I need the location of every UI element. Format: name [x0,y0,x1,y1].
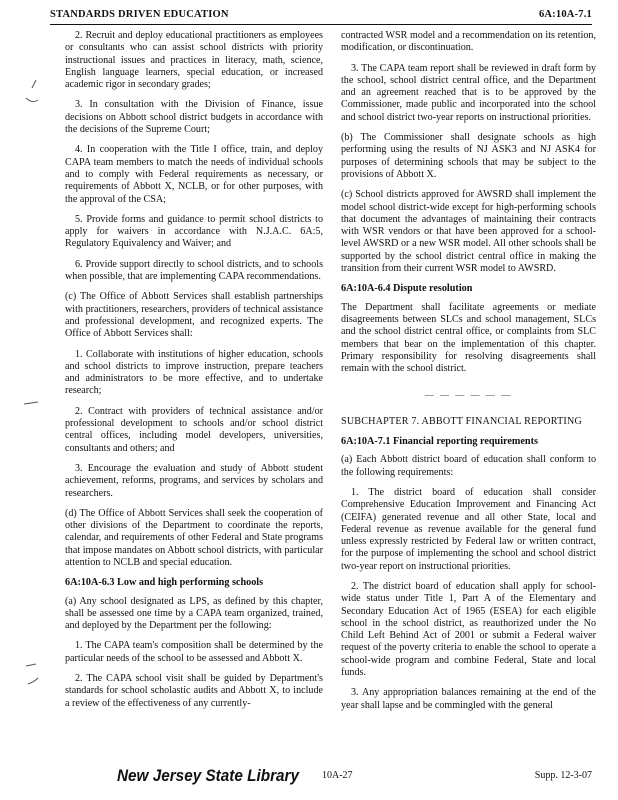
paragraph: (c) The Office of Abbott Services shall establish partnerships with practitioners, researchers, providers of technical assistance and professional development, and recognized experts. The Office of Abbott Services shall: [65,291,323,340]
paragraph: 2. Contract with providers of technical assistance and/or professional development to schools and/or school district central offices, including model developers, universities, consultants and others; and [65,405,323,454]
margin-mark [22,390,42,420]
paragraph: 2. The CAPA school visit shall be guided by Department's standards for school scholastic audits and Abbott X, to include a review of the effectiveness of any currently- [65,673,323,709]
section-heading: 6A:10A-6.4 Dispute resolution [341,283,473,295]
right-column [341,30,596,720]
margin-mark [22,660,42,690]
paragraph: 3. Any appropriation balances remaining at the end of the year shall lapse and be commingled with the general [341,687,596,711]
header-section: 6A:10A-7.1 [538,9,592,20]
header-rule [50,24,592,25]
left-column [65,30,323,718]
library-stamp: New Jersey State Library [117,766,299,785]
page-number: 10A-27 [322,770,353,781]
page-footer [0,760,618,790]
paragraph: 6. Provide support directly to school districts, and to schools when possible, that are implementing CAPA recommendations. [65,258,323,283]
paragraph: 2. The district board of education shall apply for school-wide status under Title 1, Part A of the Elementary and Secondary Education Act of 1965 (ESEA) for each eligible school in the school district, as reauthorized under the No Child Left Behind Act of 2001 or submit a Federal waiver request of the poverty criteria to enable the school to operate a school-wide program and combine Federal, State and local funds. [341,580,596,679]
section-divider: — — — — — — [424,390,513,401]
paragraph: 5. Provide forms and guidance to permit school districts to apply for waivers in accordance with N.J.A.C. 6A:5, Regulatory Equivalency and Waiver; and [65,213,323,250]
paragraph: (a) Each Abbott district board of education shall conform to the following requirements: [341,454,596,478]
paragraph: contracted WSR model and a recommendation on its retention, modification, or discontinuation. [341,30,596,54]
header-title: STANDARDS DRIVEN EDUCATION [50,9,229,20]
paragraph: (b) The Commissioner shall designate schools as high performing using the results of NJ ASK3 and NJ ASK4 for purposes of determining schools that may be subject to the provisions of Abbott X. [341,132,596,180]
paragraph: 1. The CAPA team's composition shall be determined by the particular needs of the school to be assessed and Abbott X. [65,640,323,664]
section-heading: 6A:10A-7.1 Financial reporting requirements [341,436,538,448]
running-header [50,9,592,23]
margin-mark [22,78,42,108]
paragraph: (c) School districts approved for AWSRD shall implement the model school district-wide except for high-performing schools that document the advantages of maintaining their contracts with WSR vendors or that have been approved for a school-level AWSRD or a new WSR model. All other schools shall be supported by the school district central office in making the transition from their current WSR model to AWSRD. [341,189,596,275]
supplement-date: Supp. 12-3-07 [534,770,592,781]
paragraph: The Department shall facilitate agreements or mediate disagreements between SLCs and school management, SLCs and the school district central office, or complaints from SLC members that bear on the implementation of this chapter. Primary responsibility for resolving disagreements shall remain with the school district. [341,301,596,375]
paragraph: (d) The Office of Abbott Services shall seek the cooperation of other divisions of the Department to coordinate the reports, calendar, and requirements of other Federal and State programs that impose mandates on Abbott school districts, with particular attention to NCLB and special education. [65,507,323,568]
paragraph: 2. Recruit and deploy educational practitioners as employees or consultants who can assist school districts with priority instructional issues and practices in literacy, math, science, English language learners, special education, or increased academic rigor in secondary grades; [65,30,323,91]
paragraph: 4. In cooperation with the Title I office, train, and deploy CAPA team members to match the needs of individual schools and to comply with Federal requirements as necessary, or requirements of Abbott X, NCLB, or for other purposes, with the approval of the CSA; [65,144,323,205]
paragraph: 3. Encourage the evaluation and study of Abbott student achievement, reforms, programs, and services by scholars and researchers. [65,462,323,499]
paragraph: 3. In consultation with the Division of Finance, issue decisions on Abbott school district budgets in accordance with the decisions of the Supreme Court; [65,99,323,136]
paragraph: 1. Collaborate with institutions of higher education, schools and school districts to improve instruction, prepare teachers and administrators to be more effective, and to undertake research; [65,348,323,397]
paragraph: (a) Any school designated as LPS, as defined by this chapter, shall be assessed one time by a CAPA team organized, trained, and deployed by the Department per the following: [65,595,323,632]
subchapter-title: SUBCHAPTER 7. ABBOTT FINANCIAL REPORTING [341,415,582,427]
paragraph: 1. The district board of education shall consider Comprehensive Education Improvement and Financing Act (CEIFA) generated revenue and all other State, local and Federal revenue as revenue available for the general fund unless expressly restricted by Federal law or written contract, for the purpose of implementing the school and school district two-year report on instructional priorities. [341,486,596,572]
section-heading: 6A:10A-6.3 Low and high performing schools [65,577,264,589]
paragraph: 3. The CAPA team report shall be reviewed in draft form by the school, school district central office, and the Department and an agreement reached that is to be approved by the Commissioner, made public and incorporated into the school and school district two-year reports on instructional priorities. [341,62,596,123]
